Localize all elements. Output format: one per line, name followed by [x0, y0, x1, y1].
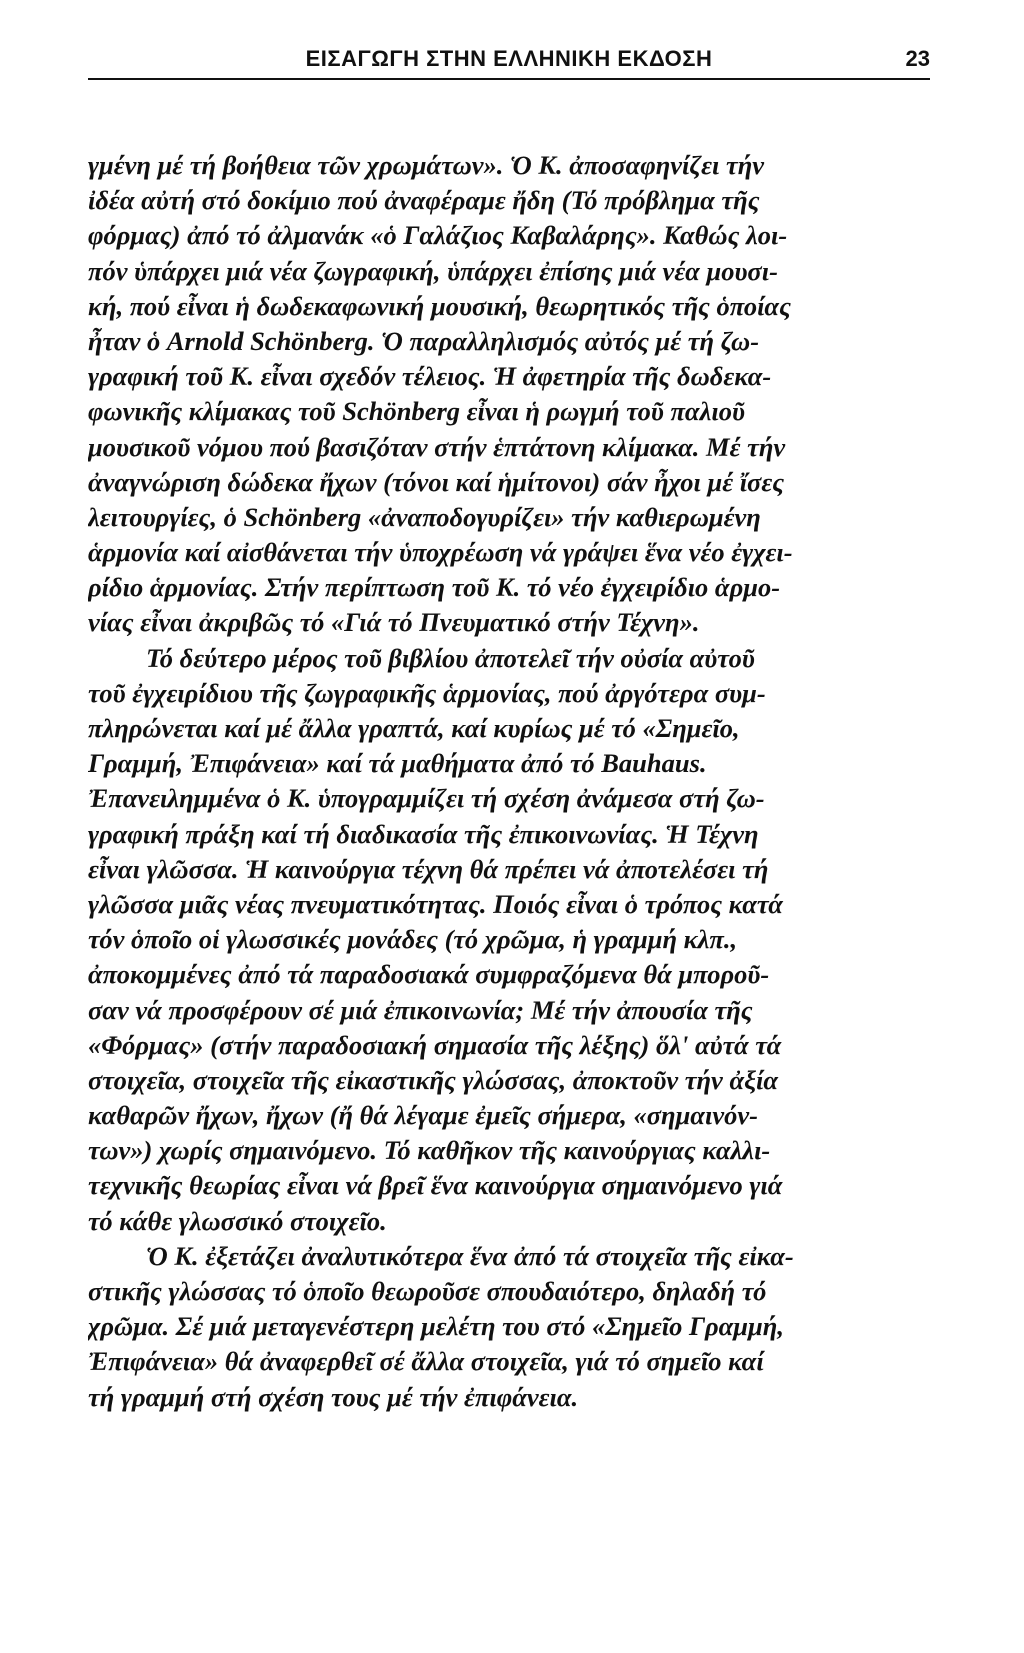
- text-line: γραφική πράξη καί τή διαδικασία τῆς ἐπικοινωνίας. Ἡ Τέχνη: [88, 818, 759, 849]
- running-head: ΕΙΣΑΓΩΓΗ ΣΤΗΝ ΕΛΛΗΝΙΚΗ ΕΚΔΟΣΗ: [305, 46, 713, 71]
- text-line: χρῶμα. Σέ μιά μεταγενέστερη μελέτη του στό «Σημεῖο Γραμμή,: [88, 1311, 784, 1342]
- text-line: Ἐπιφάνεια» θά ἀναφερθεῖ σέ ἄλλα στοιχεῖα, γιά τό σημεῖο καί: [88, 1346, 764, 1377]
- text-line: πόν ὑπάρχει μιά νέα ζωγραφική, ὑπάρχει ἐπίσης μιά νέα μουσι-: [88, 255, 778, 286]
- text-line: στικῆς γλώσσας τό ὁποῖο θεωροῦσε σπουδαιότερο, δηλαδή τό: [88, 1276, 767, 1306]
- text-line: καθαρῶν ἤχων, ἤχων (ἤ θά λέγαμε ἐμεῖς σήμερα, «σημαινόν-: [88, 1100, 758, 1131]
- text-line: ἰδέα αὐτή στό δοκίμιο πού ἀναφέραμε ἤδη (Τό πρόβλημα τῆς: [88, 185, 760, 216]
- text-line: «Φόρμας» (στήν παραδοσιακή σημασία τῆς λέξης) ὅλ' αὐτά τά: [88, 1029, 782, 1060]
- text-line: τόν ὁποῖο οἱ γλωσσικές μονάδες (τό χρῶμα, ἡ γραμμή κλπ.,: [88, 924, 738, 955]
- text-line: ρίδιο ἁρμονίας. Στήν περίπτωση τοῦ Κ. τό νέο ἐγχειρίδιο ἁρμο-: [88, 572, 781, 603]
- text-line: σαν νά προσφέρουν σέ μιά ἐπικοινωνία; Μέ τήν ἀπουσία τῆς: [88, 994, 753, 1025]
- text-line: Γραμμή, Ἐπιφάνεια» καί τά μαθήματα ἀπό τό Bauhaus.: [88, 748, 707, 779]
- text-line: τό κάθε γλωσσικό στοιχεῖο.: [88, 1205, 387, 1236]
- text-line: ἀποκομμένες ἀπό τά παραδοσιακά συμφραζόμενα θά μποροῦ-: [88, 959, 770, 990]
- text-line: ἦταν ὁ Arnold Schönberg. Ὁ παραλληλισμός αὐτός μέ τή ζω-: [88, 325, 760, 356]
- text-line: ἁρμονία καί αἰσθάνεται τήν ὑποχρέωση νά γράψει ἕνα νέο ἐγχει-: [88, 537, 793, 568]
- page-number: 23: [905, 46, 930, 71]
- text-line: Τό δεύτερο μέρος τοῦ βιβλίου ἀποτελεῖ τήν οὐσία αὐτοῦ: [146, 642, 755, 673]
- text-line: στοιχεῖα, στοιχεῖα τῆς εἰκαστικῆς γλώσσας, ἀποκτοῦν τήν ἀξία: [88, 1064, 779, 1095]
- text-line: γραφική τοῦ Κ. εἶναι σχεδόν τέλειος. Ἡ ἀφετηρία τῆς δωδεκα-: [88, 361, 772, 392]
- text-line: φωνικῆς κλίμακας τοῦ Schönberg εἶναι ἡ ρωγμή τοῦ παλιοῦ: [88, 396, 745, 427]
- page-header: [88, 44, 930, 80]
- text-line: τεχνικῆς θεωρίας εἶναι νά βρεῖ ἕνα καινούργια σημαινόμενο γιά: [88, 1170, 783, 1201]
- body-text: [88, 148, 930, 1415]
- text-line: εἶναι γλῶσσα. Ἡ καινούργια τέχνη θά πρέπει νά ἀποτελέσει τή: [88, 853, 769, 884]
- text-line: τή γραμμή στή σχέση τους μέ τήν ἐπιφάνεια.: [88, 1381, 579, 1412]
- text-line: νίας εἶναι ἀκριβῶς τό «Γιά τό Πνευματικό στήν Τέχνη».: [88, 607, 700, 638]
- text-line: πληρώνεται καί μέ ἄλλα γραπτά, καί κυρίως μέ τό «Σημεῖο,: [88, 713, 740, 743]
- text-line: Ἐπανειλημμένα ὁ Κ. ὑπογραμμίζει τή σχέση ἀνάμεσα στή ζω-: [88, 783, 765, 814]
- text-line: κή, πού εἶναι ἡ δωδεκαφωνική μουσική, θεωρητικός τῆς ὁποίας: [88, 290, 791, 321]
- text-line: γλῶσσα μιᾶς νέας πνευματικότητας. Ποιός εἶναι ὁ τρόπος κατά: [88, 888, 783, 919]
- text-line: Ὁ Κ. ἐξετάζει ἀναλυτικότερα ἕνα ἀπό τά στοιχεῖα τῆς εἰκα-: [146, 1240, 794, 1271]
- text-line: τοῦ ἐγχειρίδιου τῆς ζωγραφικῆς ἁρμονίας, πού ἀργότερα συμ-: [88, 677, 766, 708]
- text-line: ἀναγνώριση δώδεκα ἤχων (τόνοι καί ἡμίτονοι) σάν ἦχοι μέ ἴσες: [88, 466, 785, 497]
- text-line: μουσικοῦ νόμου πού βασιζόταν στήν ἑπτάτονη κλίμακα. Μέ τήν: [88, 431, 786, 462]
- text-line: λειτουργίες, ὁ Schönberg «ἀναποδογυρίζει» τήν καθιερωμένη: [88, 501, 761, 532]
- text-line: φόρμας) ἀπό τό ἀλμανάκ «ὁ Γαλάζιος Καβαλάρης». Καθώς λοι-: [88, 220, 788, 251]
- text-line: των») χωρίς σημαινόμενο. Τό καθῆκον τῆς καινούργιας καλλι-: [88, 1135, 771, 1166]
- text-line: γμένη μέ τή βοήθεια τῶν χρωμάτων». Ὁ Κ. ἀποσαφηνίζει τήν: [88, 150, 765, 180]
